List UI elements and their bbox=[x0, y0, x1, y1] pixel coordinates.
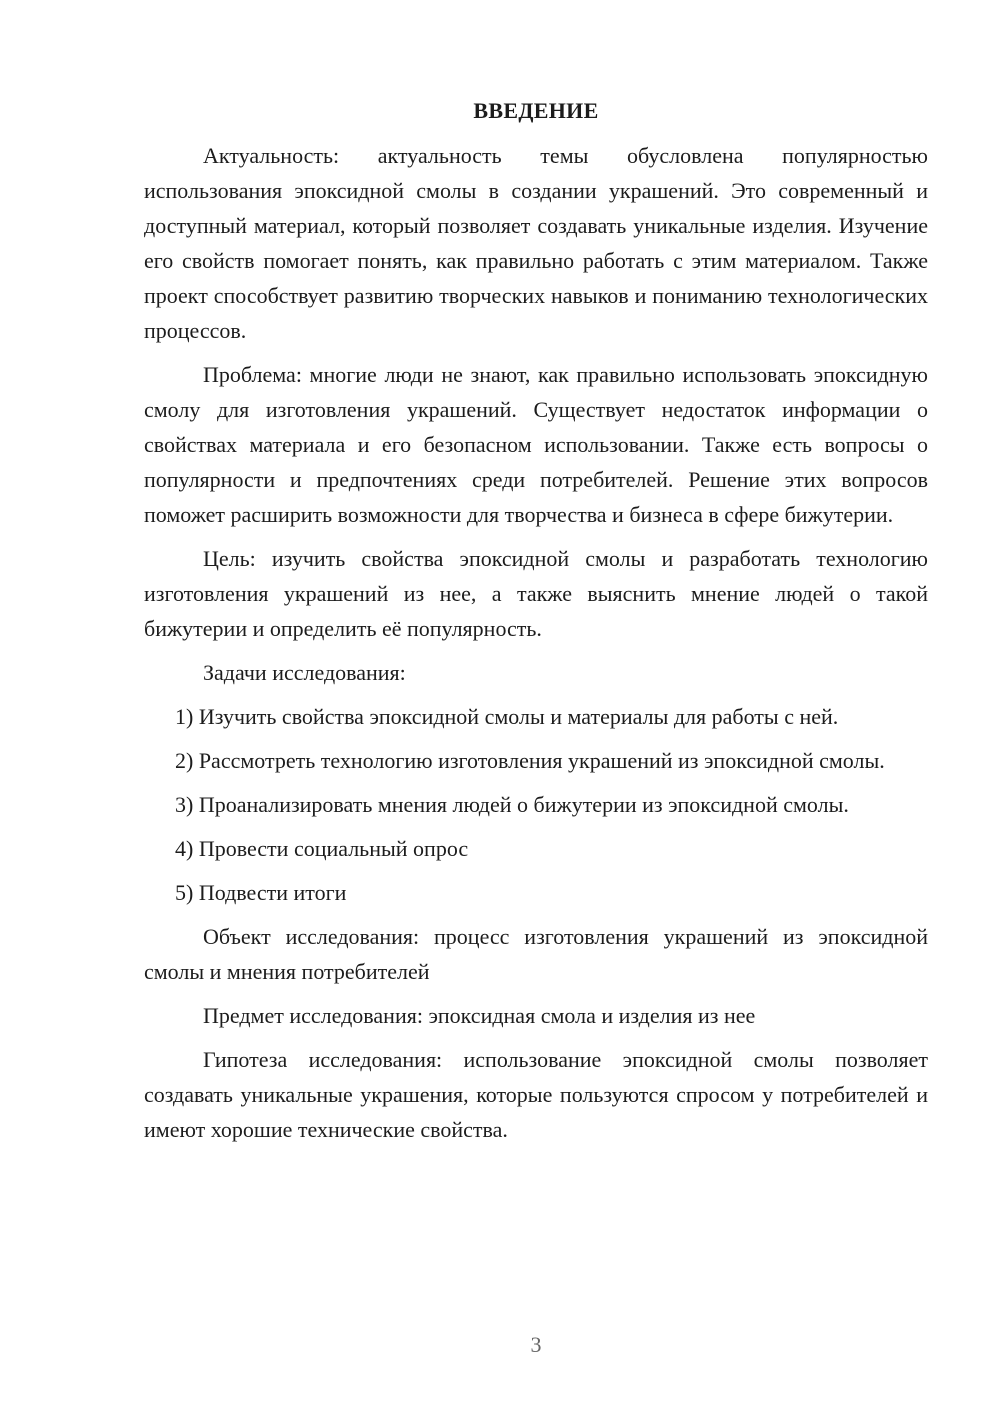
task-item: 4) Провести социальный опрос bbox=[175, 836, 469, 861]
task-item: 1) Изучить свойства эпоксидной смолы и материалы для работы с ней. bbox=[175, 704, 839, 729]
paragraph-object: Объект исследования: процесс изготовления украшений из эпоксидной смолы и мнения потребителей bbox=[144, 924, 928, 984]
task-item: 2) Рассмотреть технологию изготовления украшений из эпоксидной смолы. bbox=[175, 748, 885, 773]
paragraph-relevance: Актуальность: актуальность темы обусловлена популярностью использования эпоксидной смолы в создании украшений. Это современный и доступный материал, который позволяет создавать уникальные изделия. Изучение его свойств помогает понять, как правильно работать с этим материалом. Также проект способствует развитию творческих навыков и пониманию технологических процессов. bbox=[144, 143, 928, 343]
paragraph-subject: Предмет исследования: эпоксидная смола и изделия из нее bbox=[203, 1003, 756, 1028]
page-number: 3 bbox=[530, 1332, 542, 1357]
task-item: 5) Подвести итоги bbox=[175, 880, 347, 905]
page-content bbox=[144, 96, 928, 1156]
paragraph-problem: Проблема: многие люди не знают, как правильно использовать эпоксидную смолу для изготовления украшений. Существует недостаток информации о свойствах материала и его безопасном использовании. Также есть вопросы о популярности и предпочтениях среди потребителей. Решение этих вопросов поможет расширить возможности для творчества и бизнеса в сфере бижутерии. bbox=[144, 362, 928, 527]
task-item: 3) Проанализировать мнения людей о бижутерии из эпоксидной смолы. bbox=[175, 792, 849, 817]
paragraph-hypothesis: Гипотеза исследования: использование эпоксидной смолы позволяет создавать уникальные украшения, которые пользуются спросом у потребителей и имеют хорошие технические свойства. bbox=[144, 1047, 928, 1142]
paragraph-tasks-heading: Задачи исследования: bbox=[203, 660, 406, 685]
paragraph-goal: Цель: изучить свойства эпоксидной смолы и разработать технологию изготовления украшений из нее, а также выяснить мнение людей о такой бижутерии и определить её популярность. bbox=[144, 546, 928, 641]
page-title: ВВЕДЕНИЕ bbox=[473, 98, 599, 123]
